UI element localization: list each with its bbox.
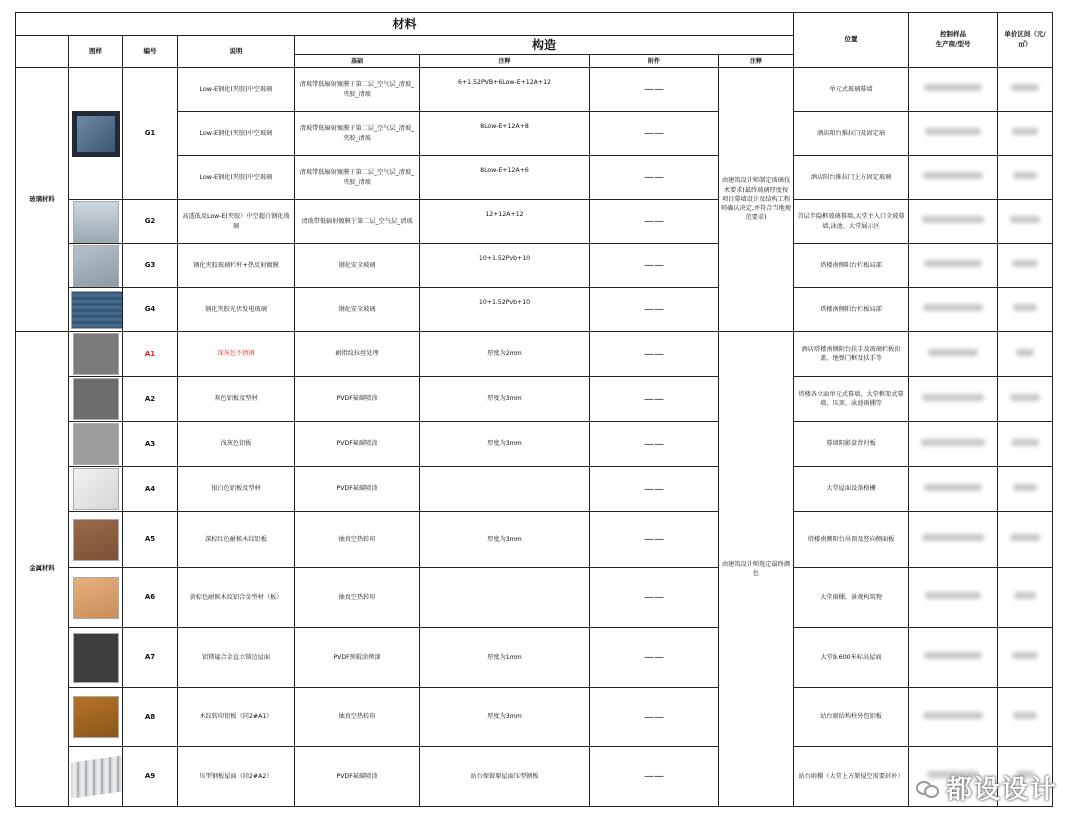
redacted-price xyxy=(1010,534,1040,541)
construction-base: 钢化安全玻璃 xyxy=(295,244,420,288)
metal-a1-swatch xyxy=(73,333,119,375)
material-description: 深棕红色耐候木纹铝板 xyxy=(178,512,295,568)
metal-a3-swatch xyxy=(73,423,119,465)
unit-price-cell xyxy=(998,628,1053,688)
glass-requirement-note: 由建筑设计师制定玻璃技术要求(最终玻璃厚度按项目幕墙设计及结构工程师确认决定,并符合当地规范要求) xyxy=(719,68,794,332)
header-sample: 图样 xyxy=(69,36,123,68)
glass-g1-swatch xyxy=(72,111,120,157)
accessory-dash: —— xyxy=(590,568,719,628)
unit-price-cell xyxy=(998,568,1053,628)
unit-price-cell xyxy=(998,112,1053,156)
material-code: G4 xyxy=(123,288,178,332)
construction-note: 厚度为2mm xyxy=(420,332,590,377)
redacted-supplier xyxy=(922,394,984,401)
accessory-dash: —— xyxy=(590,200,719,244)
material-code: A4 xyxy=(123,467,178,512)
header-control-sample xyxy=(909,13,998,68)
redacted-supplier xyxy=(928,349,978,356)
redacted-price xyxy=(1012,260,1038,267)
unit-price-cell xyxy=(998,512,1053,568)
table-row xyxy=(16,688,1053,747)
construction-base: 钢化安全玻璃 xyxy=(295,288,420,332)
header-position: 位置 xyxy=(794,13,909,68)
control-sample-cell xyxy=(909,156,998,200)
material-code: A5 xyxy=(123,512,178,568)
material-code: A8 xyxy=(123,688,178,747)
material-description: Low-E钢化(夹胶)中空玻璃 xyxy=(178,156,295,200)
metal-a7-swatch xyxy=(73,633,119,683)
redacted-price xyxy=(1014,592,1036,599)
construction-note: 8Low-E+12A+8 xyxy=(420,112,590,156)
construction-base: 清玻带低辐射镀膜于第二层_空气层_清玻 xyxy=(295,200,420,244)
glass-g3-swatch xyxy=(73,245,119,287)
header-category-blank xyxy=(16,36,69,68)
material-code: A9 xyxy=(123,747,178,807)
construction-note: 厚度为3mm xyxy=(420,422,590,467)
header-note2: 注释 xyxy=(719,55,794,68)
position-cell: 大堂雨棚、景观构筑物 xyxy=(794,568,909,628)
position-cell: 塔楼各立面单元式幕墙，大堂框架式幕墙、压顶、泳池雨棚等 xyxy=(794,377,909,422)
material-description: Low-E钢化(夹胶)中空玻璃 xyxy=(178,68,295,112)
construction-note: 厚度为3mm xyxy=(420,512,590,568)
unit-price-cell xyxy=(998,377,1053,422)
sample-cell xyxy=(69,377,123,422)
position-cell: 塔楼南侧阳台栏板局部 xyxy=(794,244,909,288)
redacted-price xyxy=(1011,84,1039,91)
unit-price-cell xyxy=(998,467,1053,512)
sample-cell xyxy=(69,68,123,200)
redacted-price xyxy=(1016,349,1034,356)
redacted-price xyxy=(1012,652,1038,659)
header-control-sample-label: 控制样品 xyxy=(940,30,967,39)
table-row xyxy=(16,288,1053,332)
construction-base: PVDF氟碳喷涂 xyxy=(295,747,420,807)
redacted-price xyxy=(1013,172,1037,179)
construction-base: 耐指纹拉丝处理 xyxy=(295,332,420,377)
position-cell: 单元式玻璃幕墙 xyxy=(794,68,909,112)
material-description: 木纹转印铝板（同2#A1） xyxy=(178,688,295,747)
accessory-dash: —— xyxy=(590,377,719,422)
construction-note: 10+1.52Pvb+10 xyxy=(420,288,590,332)
material-description: 黄棕色耐候木纹铝合金型材（板） xyxy=(178,568,295,628)
sample-cell xyxy=(69,200,123,244)
header-unit-price: 单价区间（元/㎡） xyxy=(998,13,1053,68)
redacted-supplier xyxy=(924,484,982,491)
material-description: 深灰色不锈钢 xyxy=(178,332,295,377)
control-sample-cell xyxy=(909,244,998,288)
glass-g4-swatch xyxy=(71,291,123,329)
construction-base: 清玻带低辐射镀膜于第二层_空气层_清玻_夹胶_清玻 xyxy=(295,68,420,112)
construction-base: PVDF预辊涂烤漆 xyxy=(295,628,420,688)
glass-g2-swatch xyxy=(73,201,119,243)
table-row xyxy=(16,377,1053,422)
control-sample-cell xyxy=(909,112,998,156)
construction-base: 清玻带低辐射镀膜于第二层_空气层_清玻_夹胶_清玻 xyxy=(295,156,420,200)
sample-cell xyxy=(69,244,123,288)
control-sample-cell xyxy=(909,288,998,332)
redacted-price xyxy=(1010,216,1040,223)
metal-a5-swatch xyxy=(73,519,119,561)
accessory-dash: —— xyxy=(590,688,719,747)
category-metal: 金属材料 xyxy=(16,332,69,807)
unit-price-cell xyxy=(998,200,1053,244)
metal-a8-swatch xyxy=(73,696,119,738)
control-sample-cell xyxy=(909,377,998,422)
accessory-dash: —— xyxy=(590,422,719,467)
material-code: G1 xyxy=(123,68,178,200)
sample-cell xyxy=(69,332,123,377)
material-code: G2 xyxy=(123,200,178,244)
redacted-supplier xyxy=(924,652,982,659)
accessory-dash: —— xyxy=(590,68,719,112)
accessory-dash: —— xyxy=(590,156,719,200)
accessory-dash: —— xyxy=(590,112,719,156)
redacted-supplier xyxy=(924,84,982,91)
material-code: G3 xyxy=(123,244,178,288)
table-row xyxy=(16,422,1053,467)
redacted-supplier xyxy=(922,216,984,223)
table-row xyxy=(16,200,1053,244)
material-description: 钢化夹胶玻璃栏杆+热反射镀膜 xyxy=(178,244,295,288)
control-sample-cell xyxy=(909,422,998,467)
position-cell: 塔楼南侧阳台栏板局部 xyxy=(794,288,909,332)
construction-note: 8Low-E+12A+6 xyxy=(420,156,590,200)
material-code: A1 xyxy=(123,332,178,377)
header-base: 基础 xyxy=(295,55,420,68)
construction-note: 厚度为3mm xyxy=(420,377,590,422)
accessory-dash: —— xyxy=(590,244,719,288)
control-sample-cell xyxy=(909,688,998,747)
material-description: 高透低反Low-E(夹胶）中空超白钢化玻璃 xyxy=(178,200,295,244)
material-description: 灰色铝板及型材 xyxy=(178,377,295,422)
redacted-price xyxy=(1013,484,1037,491)
redacted-supplier xyxy=(923,304,983,311)
table-row xyxy=(16,467,1053,512)
materials-title: 材料 xyxy=(16,13,794,36)
position-cell: 酒店阳台推拉门及固定扇 xyxy=(794,112,909,156)
material-code: A3 xyxy=(123,422,178,467)
construction-note: 厚度为1mm xyxy=(420,628,590,688)
control-sample-cell xyxy=(909,332,998,377)
redacted-supplier xyxy=(921,439,985,446)
construction-note xyxy=(420,568,590,628)
construction-note: 6+1.52PVB+6Low-E+12A+12 xyxy=(420,68,590,112)
position-cell: 酒店阳台推拉门上方固定玻璃 xyxy=(794,156,909,200)
header-description: 说明 xyxy=(178,36,295,68)
table-row xyxy=(16,568,1053,628)
construction-note: 12+12A+12 xyxy=(420,200,590,244)
construction-base: 抽真空热转印 xyxy=(295,512,420,568)
material-code: A7 xyxy=(123,628,178,688)
sample-cell xyxy=(69,512,123,568)
material-description: 钢化夹胶光伏发电玻璃 xyxy=(178,288,295,332)
redacted-price xyxy=(1010,394,1040,401)
unit-price-cell xyxy=(998,688,1053,747)
control-sample-cell xyxy=(909,467,998,512)
position-cell: 站台雨棚（大堂上方原侵空需要封补） xyxy=(794,747,909,807)
redacted-price xyxy=(1013,304,1037,311)
material-code: A6 xyxy=(123,568,178,628)
construction-base: 抽真空热转印 xyxy=(295,568,420,628)
construction-base: PVDF氟碳喷涂 xyxy=(295,467,420,512)
sample-cell xyxy=(69,422,123,467)
table-row xyxy=(16,747,1053,807)
materials-table-wrapper xyxy=(15,12,1052,807)
metal-a9-swatch xyxy=(71,755,123,798)
redacted-supplier xyxy=(925,592,981,599)
position-cell: 站台原结构柱外包铝板 xyxy=(794,688,909,747)
position-cell: 大堂屋面设备格栅 xyxy=(794,467,909,512)
metal-a4-swatch xyxy=(73,468,119,510)
metal-a6-swatch xyxy=(73,577,119,619)
material-code: A2 xyxy=(123,377,178,422)
construction-note: 站台保留原屋面压型钢板 xyxy=(420,747,590,807)
header-code: 编号 xyxy=(123,36,178,68)
table-row xyxy=(16,512,1053,568)
accessory-dash: —— xyxy=(590,288,719,332)
position-cell: 首层半隐框玻璃幕墙,大堂主入口全玻幕墙,泳池、大堂展示区 xyxy=(794,200,909,244)
table-row xyxy=(16,68,1053,112)
sample-cell xyxy=(69,747,123,807)
accessory-dash: —— xyxy=(590,512,719,568)
category-glass: 玻璃材料 xyxy=(16,68,69,332)
sample-cell xyxy=(69,568,123,628)
control-sample-cell xyxy=(909,628,998,688)
material-description: 银白色铝板及型材 xyxy=(178,467,295,512)
accessory-dash: —— xyxy=(590,467,719,512)
redacted-supplier xyxy=(924,260,982,267)
position-cell: 幕墙阴影盒背衬板 xyxy=(794,422,909,467)
unit-price-cell xyxy=(998,156,1053,200)
construction-base: PVDF氟碳喷涂 xyxy=(295,422,420,467)
construction-base: 清玻带低辐射镀膜于第二层_空气层_清玻_夹胶_清玻 xyxy=(295,112,420,156)
position-cell: 塔楼南侧阳台吊顶及竖向侧面板 xyxy=(794,512,909,568)
table-row xyxy=(16,332,1053,377)
sample-cell xyxy=(69,688,123,747)
construction-title: 构造 xyxy=(295,36,794,55)
construction-note: 10+1.52Pvb+10 xyxy=(420,244,590,288)
construction-base: 抽真空热转印 xyxy=(295,688,420,747)
construction-note xyxy=(420,467,590,512)
position-cell: 酒店塔楼南侧阳台扶手及玻璃栏板扣盖、地弹门框及扶手等 xyxy=(794,332,909,377)
material-description: 浅灰色铝板 xyxy=(178,422,295,467)
redacted-supplier xyxy=(923,172,983,179)
unit-price-cell xyxy=(998,422,1053,467)
unit-price-cell xyxy=(998,332,1053,377)
sample-cell xyxy=(69,628,123,688)
materials-table xyxy=(15,12,1053,807)
redacted-price xyxy=(1012,128,1038,135)
redacted-price xyxy=(1013,712,1037,719)
accessory-dash: —— xyxy=(590,747,719,807)
wechat-icon xyxy=(916,779,938,797)
unit-price-cell xyxy=(998,288,1053,332)
unit-price-cell xyxy=(998,244,1053,288)
table-row xyxy=(16,244,1053,288)
redacted-price xyxy=(1011,439,1039,446)
material-description: 压型钢板屋面（同2#A2） xyxy=(178,747,295,807)
metal-color-note: 由建筑设计师选定最终颜色 xyxy=(719,332,794,807)
control-sample-cell xyxy=(909,568,998,628)
sample-cell xyxy=(69,288,123,332)
metal-a2-swatch xyxy=(73,378,119,420)
control-sample-cell xyxy=(909,200,998,244)
watermark-text: 都设设计 xyxy=(945,775,1058,805)
material-description: Low-E钢化(夹胶)中空玻璃 xyxy=(178,112,295,156)
redacted-supplier xyxy=(925,128,981,135)
watermark xyxy=(916,769,1058,806)
accessory-dash: —— xyxy=(590,332,719,377)
control-sample-cell xyxy=(909,512,998,568)
position-cell: 大堂9.600米标高屋面 xyxy=(794,628,909,688)
construction-note: 厚度为3mm xyxy=(420,688,590,747)
sample-cell xyxy=(69,467,123,512)
construction-base: PVDF氟碳喷涂 xyxy=(295,377,420,422)
header-accessory: 附件 xyxy=(590,55,719,68)
material-description: 铝镁锰合金直立锁边屋面 xyxy=(178,628,295,688)
table-row xyxy=(16,628,1053,688)
header-supplier-label: 生产商/型号 xyxy=(935,40,971,48)
unit-price-cell xyxy=(998,68,1053,112)
redacted-supplier xyxy=(923,712,983,719)
redacted-supplier xyxy=(922,534,984,541)
accessory-dash: —— xyxy=(590,628,719,688)
control-sample-cell xyxy=(909,68,998,112)
header-note: 注释 xyxy=(420,55,590,68)
